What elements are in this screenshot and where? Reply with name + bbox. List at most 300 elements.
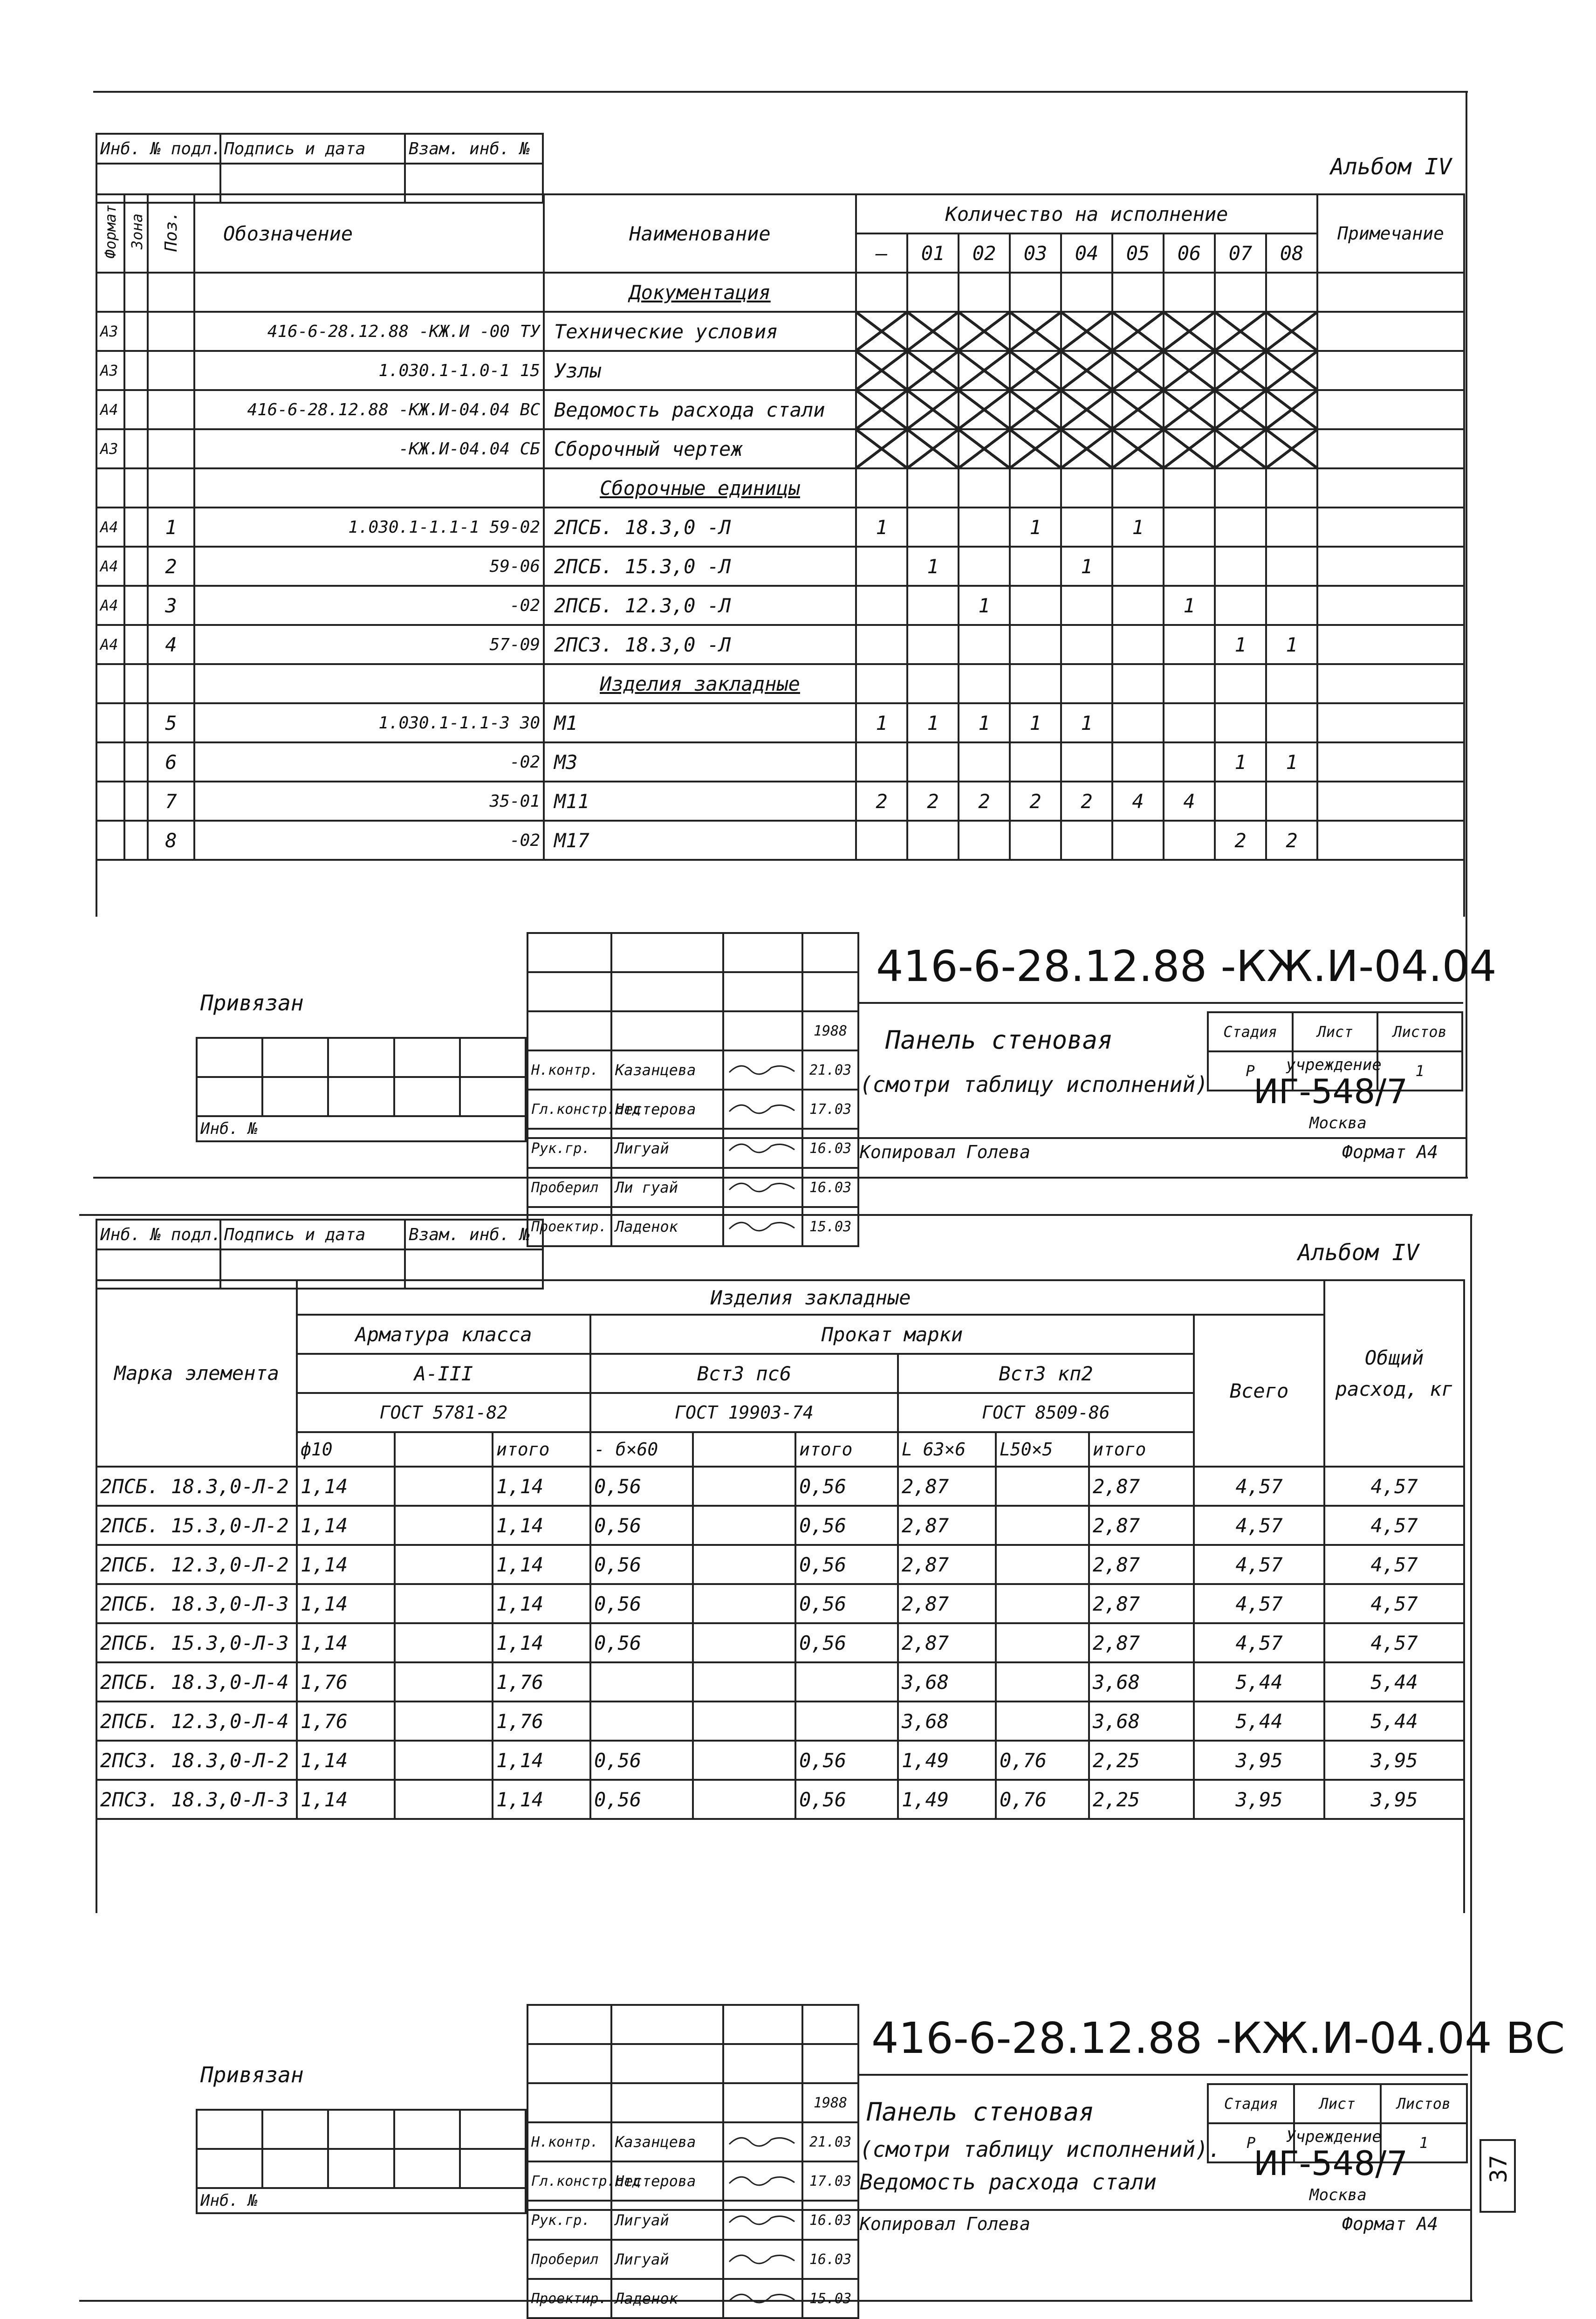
value-cell: 4,57 (1324, 1506, 1464, 1545)
row-qty: 1 (1061, 547, 1112, 586)
doc-code-2: 416-6-28.12.88 -КЖ.И-04.04 ВС (871, 2013, 1565, 2063)
role-label: Рук.гр. (527, 2201, 611, 2240)
row-qty (1215, 664, 1266, 703)
role-name: Казанцева (611, 2122, 723, 2161)
row-pos: 2 (148, 547, 194, 586)
role-row (527, 2279, 858, 2318)
role-label: Рук.гр. (527, 1129, 611, 1168)
org-label-2: Учреждение (1286, 2127, 1382, 2146)
spec-row (96, 586, 1464, 625)
role-row (527, 1129, 858, 1168)
value-cell (693, 1506, 795, 1545)
role-label: Проберил (527, 1168, 611, 1207)
row-pos (148, 312, 194, 351)
signature-mark (727, 2130, 797, 2149)
row-format: А3 (96, 351, 124, 390)
row-qty (1010, 273, 1061, 312)
value-cell: 4,57 (1194, 1467, 1324, 1506)
role-row (527, 1207, 858, 1246)
page-number: 37 (1485, 2155, 1512, 2183)
row-qty (959, 273, 1010, 312)
row-note (1317, 508, 1464, 547)
role-row (527, 1050, 858, 1090)
row-designation: -КЖ.И-04.04 СБ (194, 429, 544, 468)
row-qty (1112, 312, 1164, 351)
value-cell: 1,14 (493, 1467, 590, 1506)
title-line1-2: Панель стеновая (867, 2097, 1094, 2127)
spec-row (96, 742, 1464, 782)
row-name: Технические условия (544, 312, 856, 351)
role-label: Проектир. (527, 1207, 611, 1246)
sheet-label-2: Лист (1294, 2084, 1380, 2123)
row-qty: 1 (856, 703, 907, 742)
value-cell: 3,68 (898, 1662, 996, 1702)
city-2: Москва (1309, 2186, 1367, 2204)
row-qty (1061, 273, 1112, 312)
role-date: 17.03 (802, 2161, 858, 2201)
role-label: Проберил (527, 2240, 611, 2279)
row-name: М17 (544, 821, 856, 860)
value-cell: 4,57 (1194, 1545, 1324, 1584)
row-qty (959, 351, 1010, 390)
role-date: 21.03 (802, 1050, 858, 1090)
header-quantity: Количество на исполнение (856, 194, 1317, 233)
value-cell: 5,44 (1194, 1702, 1324, 1741)
value-cell: 1,14 (493, 1584, 590, 1623)
row-note (1317, 664, 1464, 703)
row-designation (194, 664, 544, 703)
value-cell: 0,56 (590, 1506, 693, 1545)
value-cell: 4,57 (1324, 1584, 1464, 1623)
row-qty (1010, 390, 1061, 429)
subheader-cell (395, 1432, 493, 1467)
value-cell: 0,56 (590, 1467, 693, 1506)
stamp2-signature-date: Подпись и дата (220, 1220, 405, 1249)
row-pos: 6 (148, 742, 194, 782)
row-qty (1112, 273, 1164, 312)
row-qty (1061, 586, 1112, 625)
spec-row (96, 429, 1464, 468)
row-format (96, 468, 124, 508)
row-name: М1 (544, 703, 856, 742)
header-steel2: Вст3 кп2 (898, 1354, 1194, 1393)
row-qty: 4 (1112, 782, 1164, 821)
signature-mark (727, 1098, 797, 1116)
row-qty (1061, 468, 1112, 508)
steel-row (96, 1662, 1464, 1702)
value-cell: 0,76 (996, 1780, 1089, 1819)
stamp-inv-podl: Инб. № подл. (96, 134, 220, 164)
row-note (1317, 390, 1464, 429)
signature-mark (727, 2287, 797, 2305)
row-qty (1215, 390, 1266, 429)
value-cell: 3,95 (1194, 1741, 1324, 1780)
signature-mark (727, 1176, 797, 1194)
row-qty: 1 (959, 586, 1010, 625)
value-cell: 0,56 (795, 1545, 898, 1584)
row-pos (148, 351, 194, 390)
row-qty (907, 351, 959, 390)
value-cell: 2,87 (1089, 1506, 1194, 1545)
row-qty (1061, 625, 1112, 664)
stage-2: Р (1208, 2123, 1294, 2162)
row-qty (1112, 625, 1164, 664)
row-note (1317, 742, 1464, 782)
element-mark: 2ПСБ. 12.3,0-Л-4 (96, 1702, 297, 1741)
row-pos: 7 (148, 782, 194, 821)
row-qty (1215, 782, 1266, 821)
row-name: М11 (544, 782, 856, 821)
stage-label-2: Стадия (1208, 2084, 1294, 2123)
stamp-vzam: Взам. инб. № (405, 134, 543, 164)
role-date: 16.03 (802, 2201, 858, 2240)
row-qty: 1 (1061, 703, 1112, 742)
row-qty (1061, 821, 1112, 860)
row-qty (907, 821, 959, 860)
row-format (96, 703, 124, 742)
row-qty (1266, 508, 1317, 547)
row-qty (1266, 390, 1317, 429)
header-rebar-gost: ГОСТ 5781-82 (297, 1393, 590, 1432)
header-items: Изделия закладные (297, 1280, 1324, 1315)
value-cell: 2,87 (898, 1545, 996, 1584)
row-name: Сборочные единицы (544, 468, 856, 508)
element-mark: 2ПСБ. 18.3,0-Л-4 (96, 1662, 297, 1702)
variant-header: 01 (907, 233, 959, 273)
row-qty (1061, 664, 1112, 703)
value-cell: 4,57 (1324, 1623, 1464, 1662)
role-name: Нестерова (611, 1090, 723, 1129)
row-qty (1061, 390, 1112, 429)
row-pos: 3 (148, 586, 194, 625)
signature-mark (727, 2169, 797, 2188)
value-cell: 1,76 (493, 1702, 590, 1741)
value-cell: 0,56 (795, 1467, 898, 1506)
value-cell: 5,44 (1324, 1662, 1464, 1702)
row-qty (1164, 703, 1215, 742)
header-steel2-gost: ГОСТ 8509-86 (898, 1393, 1194, 1432)
row-pos (148, 390, 194, 429)
spec-row (96, 351, 1464, 390)
row-qty (1164, 742, 1215, 782)
row-qty (1164, 625, 1215, 664)
row-qty (959, 742, 1010, 782)
value-cell: 1,76 (297, 1662, 395, 1702)
row-qty (907, 508, 959, 547)
row-designation: 57-09 (194, 625, 544, 664)
signature (723, 2122, 802, 2161)
value-cell: 2,25 (1089, 1741, 1194, 1780)
row-qty (1010, 625, 1061, 664)
sheets-2: 1 (1381, 2123, 1467, 2162)
value-cell: 1,49 (898, 1780, 996, 1819)
row-qty: 1 (907, 703, 959, 742)
row-qty (907, 273, 959, 312)
role-date: 15.03 (802, 1207, 858, 1246)
album-label-2: Альбом IV (1298, 1240, 1419, 1266)
signature (723, 1129, 802, 1168)
value-cell: 1,14 (297, 1584, 395, 1623)
row-format (96, 782, 124, 821)
element-mark: 2ПСБ. 15.3,0-Л-3 (96, 1623, 297, 1662)
row-qty (856, 468, 907, 508)
role-label: Гл.констр.отд (527, 1090, 611, 1129)
role-row (527, 2161, 858, 2201)
row-qty: 1 (1010, 703, 1061, 742)
value-cell (693, 1623, 795, 1662)
row-designation: 35-01 (194, 782, 544, 821)
value-cell: 0,56 (590, 1545, 693, 1584)
row-name: 2ПСБ. 15.3,0 -Л (544, 547, 856, 586)
row-qty (1061, 742, 1112, 782)
row-qty (856, 312, 907, 351)
value-cell (693, 1545, 795, 1584)
value-cell: 2,87 (1089, 1584, 1194, 1623)
steel-row (96, 1545, 1464, 1584)
spec-row (96, 547, 1464, 586)
signature-mark (727, 2209, 797, 2227)
value-cell: 3,95 (1324, 1741, 1464, 1780)
value-cell (996, 1584, 1089, 1623)
steel-row (96, 1623, 1464, 1662)
org-2: ИГ-548/7 (1254, 2144, 1408, 2183)
row-qty (1112, 742, 1164, 782)
row-qty: 2 (856, 782, 907, 821)
spec-row (96, 664, 1464, 703)
row-qty (959, 664, 1010, 703)
row-qty (1266, 351, 1317, 390)
spec-row (96, 625, 1464, 664)
row-qty (959, 468, 1010, 508)
header-rebar-grade: А-III (297, 1354, 590, 1393)
steel-table (96, 1279, 1465, 1913)
signature (723, 2161, 802, 2201)
row-qty: 1 (959, 703, 1010, 742)
value-cell: 3,95 (1324, 1780, 1464, 1819)
spec-row (96, 468, 1464, 508)
stamp2-vzam: Взам. инб. № (405, 1220, 543, 1249)
value-cell (996, 1506, 1089, 1545)
variant-header: — (856, 233, 907, 273)
signature-mark (727, 2248, 797, 2266)
value-cell (395, 1584, 493, 1623)
value-cell (996, 1662, 1089, 1702)
row-qty (1266, 429, 1317, 468)
row-format: А3 (96, 312, 124, 351)
row-pos: 1 (148, 508, 194, 547)
spec-table (96, 193, 1465, 917)
row-qty (959, 390, 1010, 429)
row-qty (1010, 821, 1061, 860)
value-cell: 4,57 (1194, 1506, 1324, 1545)
value-cell (590, 1662, 693, 1702)
row-qty (856, 625, 907, 664)
value-cell: 0,56 (590, 1780, 693, 1819)
value-cell: 1,14 (297, 1545, 395, 1584)
header-name: Наименование (544, 194, 856, 273)
value-cell: 5,44 (1194, 1662, 1324, 1702)
spec-row (96, 508, 1464, 547)
row-qty (1215, 703, 1266, 742)
row-qty: 1 (1164, 586, 1215, 625)
row-qty (1010, 429, 1061, 468)
row-qty (856, 821, 907, 860)
row-note (1317, 782, 1464, 821)
value-cell: 1,14 (297, 1467, 395, 1506)
row-qty (1112, 664, 1164, 703)
row-qty: 2 (1215, 821, 1266, 860)
role-label: Проектир. (527, 2279, 611, 2318)
row-designation: 416-6-28.12.88 -КЖ.И -00 ТУ (194, 312, 544, 351)
role-row (527, 1090, 858, 1129)
row-qty (1164, 508, 1215, 547)
header-pos: Поз. (161, 211, 181, 252)
row-note (1317, 625, 1464, 664)
row-designation: 416-6-28.12.88 -КЖ.И-04.04 ВС (194, 390, 544, 429)
value-cell (795, 1662, 898, 1702)
element-mark: 2ПСБ. 18.3,0-Л-3 (96, 1584, 297, 1623)
header-format: Формат (102, 205, 119, 259)
row-qty (907, 429, 959, 468)
value-cell (693, 1584, 795, 1623)
row-qty (856, 664, 907, 703)
row-note (1317, 312, 1464, 351)
row-note (1317, 586, 1464, 625)
signature (723, 2201, 802, 2240)
value-cell: 1,14 (493, 1741, 590, 1780)
row-qty (1010, 586, 1061, 625)
variant-header: 06 (1164, 233, 1215, 273)
format-2: Формат А4 (1342, 2214, 1438, 2234)
row-qty (1215, 429, 1266, 468)
value-cell (693, 1741, 795, 1780)
row-qty (907, 586, 959, 625)
variant-header: 08 (1266, 233, 1317, 273)
subheader-cell: ф10 (297, 1432, 395, 1467)
role-label: Н.контр. (527, 2122, 611, 2161)
row-qty (1266, 703, 1317, 742)
row-pos (148, 468, 194, 508)
row-note (1317, 429, 1464, 468)
value-cell (395, 1741, 493, 1780)
header-note: Примечание (1317, 194, 1464, 273)
row-qty (1215, 468, 1266, 508)
row-name: Сборочный чертеж (544, 429, 856, 468)
city-1: Москва (1309, 1114, 1367, 1132)
row-qty: 2 (959, 782, 1010, 821)
row-qty (1010, 547, 1061, 586)
value-cell: 1,76 (493, 1662, 590, 1702)
org-label-1: учреждение (1286, 1056, 1382, 1074)
row-qty (907, 468, 959, 508)
signature (723, 1090, 802, 1129)
row-note (1317, 468, 1464, 508)
subheader-cell: - б×60 (590, 1432, 693, 1467)
row-qty (1112, 351, 1164, 390)
row-qty (959, 312, 1010, 351)
row-note (1317, 821, 1464, 860)
row-designation (194, 273, 544, 312)
value-cell: 1,14 (493, 1623, 590, 1662)
subheader-cell: L 63×6 (898, 1432, 996, 1467)
header-prokat: Прокат марки (590, 1315, 1194, 1354)
role-label: Н.контр. (527, 1050, 611, 1090)
stage-1: Р (1208, 1051, 1293, 1091)
year-1: 1988 (802, 1011, 858, 1050)
value-cell: 5,44 (1324, 1702, 1464, 1741)
row-qty (856, 351, 907, 390)
element-mark: 2ПС3. 18.3,0-Л-2 (96, 1741, 297, 1780)
value-cell: 0,56 (795, 1741, 898, 1780)
value-cell: 1,14 (297, 1623, 395, 1662)
spec-row (96, 821, 1464, 860)
row-qty (1266, 273, 1317, 312)
row-qty (856, 273, 907, 312)
row-qty (1266, 312, 1317, 351)
row-note (1317, 703, 1464, 742)
steel-row (96, 1506, 1464, 1545)
row-qty (1164, 390, 1215, 429)
row-designation: 59-06 (194, 547, 544, 586)
role-date: 17.03 (802, 1090, 858, 1129)
row-qty (1010, 351, 1061, 390)
role-name: Лигуай (611, 2240, 723, 2279)
year-2: 1988 (802, 2083, 858, 2122)
row-format: А4 (96, 625, 124, 664)
value-cell: 1,14 (297, 1780, 395, 1819)
value-cell (395, 1545, 493, 1584)
row-format (96, 742, 124, 782)
row-qty: 2 (1266, 821, 1317, 860)
row-qty (907, 664, 959, 703)
row-qty: 2 (907, 782, 959, 821)
subheader-cell (693, 1432, 795, 1467)
value-cell (996, 1467, 1089, 1506)
row-qty: 1 (856, 508, 907, 547)
variant-header: 04 (1061, 233, 1112, 273)
row-name: Узлы (544, 351, 856, 390)
signature-mark (727, 1058, 797, 1077)
row-name: Изделия закладные (544, 664, 856, 703)
row-pos (148, 429, 194, 468)
row-format: А4 (96, 586, 124, 625)
row-qty (856, 586, 907, 625)
album-label: Альбом IV (1330, 154, 1452, 180)
signature (723, 2279, 802, 2318)
sheets-1: 1 (1377, 1051, 1462, 1091)
value-cell: 2,87 (898, 1584, 996, 1623)
value-cell: 2,87 (1089, 1545, 1194, 1584)
row-qty (1112, 468, 1164, 508)
row-qty (959, 821, 1010, 860)
row-qty: 4 (1164, 782, 1215, 821)
value-cell: 0,56 (795, 1780, 898, 1819)
value-cell (395, 1467, 493, 1506)
title-line2-2: (смотри таблицу исполнений). (860, 2137, 1221, 2162)
row-qty (1215, 351, 1266, 390)
row-qty (1112, 547, 1164, 586)
row-qty (1266, 586, 1317, 625)
stamp-signature-date: Подпись и дата (220, 134, 405, 164)
role-name: Казанцева (611, 1050, 723, 1090)
value-cell: 1,14 (297, 1741, 395, 1780)
row-qty (1215, 547, 1266, 586)
row-qty: 2 (1010, 782, 1061, 821)
header-total: Всего (1194, 1315, 1324, 1467)
title-line1-1: Панель стеновая (885, 1025, 1113, 1055)
row-qty (1164, 468, 1215, 508)
value-cell: 4,57 (1324, 1545, 1464, 1584)
